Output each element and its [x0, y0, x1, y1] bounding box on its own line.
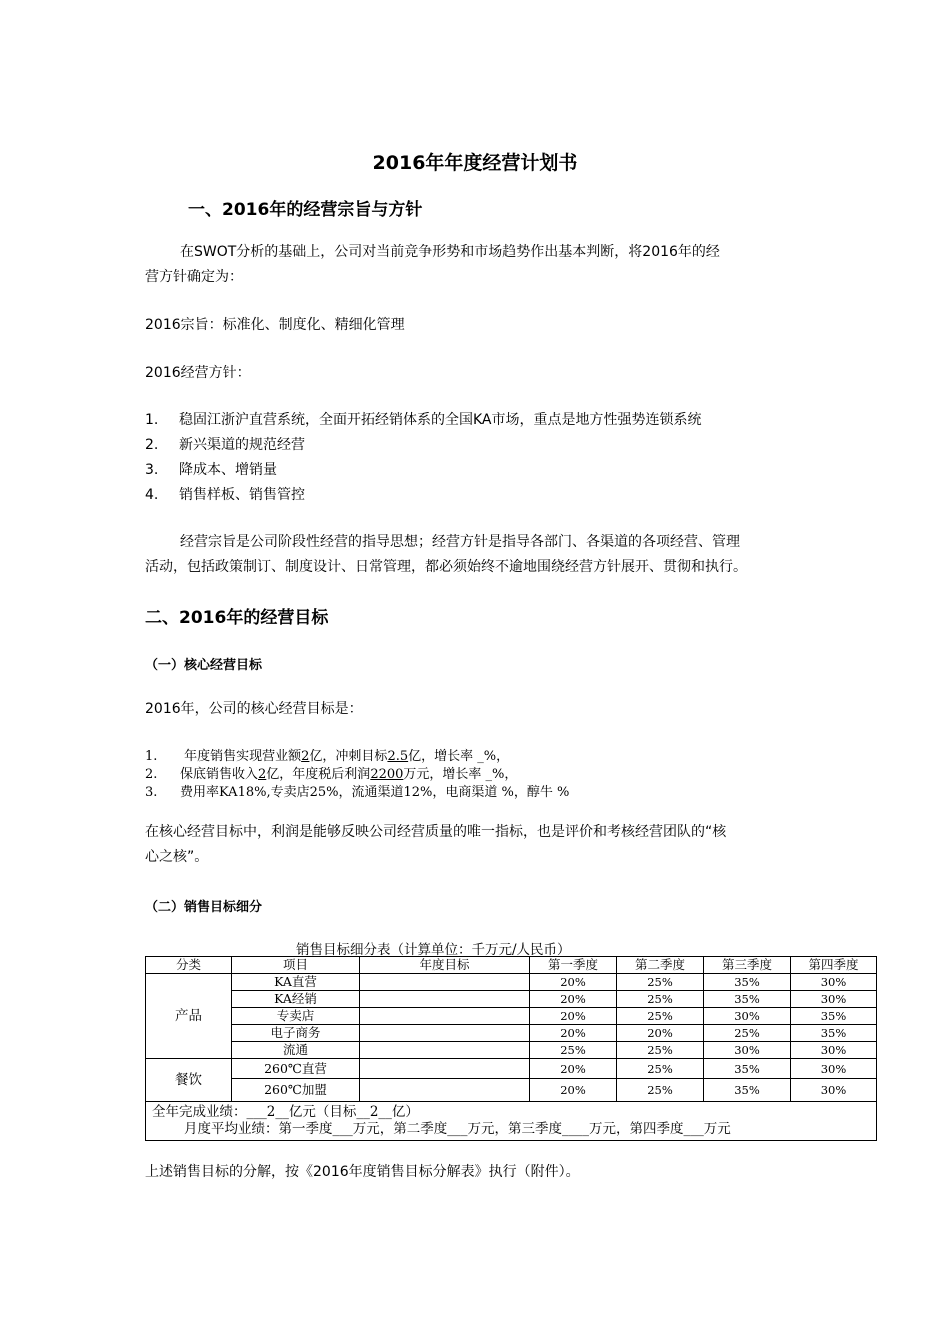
- monthly-performance-line: 月度平均业绩：第一季度___万元，第二季度___万元，第三季度____万元，第四季度___万元: [184, 1121, 731, 1137]
- goal-value-underlined: 2.5: [387, 749, 409, 764]
- q4-cell: 30%: [791, 1059, 877, 1079]
- list-number: 3.: [145, 785, 158, 800]
- subsection-core-goals: （一）核心经营目标: [145, 658, 263, 673]
- q4-cell: 30%: [791, 991, 877, 1008]
- section2-heading: 二、2016年的经营目标: [145, 608, 329, 628]
- section1-intro-line2: 营方针确定为：: [145, 269, 243, 285]
- goal-text: 亿，冲刺目标: [309, 749, 388, 764]
- annual-cell: [360, 1059, 530, 1079]
- list-number: 1.: [145, 412, 159, 428]
- annual-cell: [360, 1042, 530, 1059]
- item-cell: 电子商务: [232, 1025, 360, 1042]
- list-number: 3.: [145, 462, 159, 478]
- q3-cell: 35%: [704, 974, 791, 991]
- subsection-sales-targets: （二）销售目标细分: [145, 900, 263, 915]
- section1-closing-line1: 经营宗旨是公司阶段性经营的指导思想；经营方针是指导各部门、各渠道的各项经营、管理: [180, 534, 740, 550]
- goal-text: 亿，年度税后利润: [266, 767, 371, 782]
- q2-cell: 25%: [617, 1059, 704, 1079]
- item-cell: 流通: [232, 1042, 360, 1059]
- column-header: 第一季度: [530, 957, 617, 974]
- column-header: 分类: [146, 957, 232, 974]
- q3-cell: 30%: [704, 1042, 791, 1059]
- q3-cell: 30%: [704, 1008, 791, 1025]
- goal-text: 亿，增长率 _%，: [408, 749, 510, 764]
- table-row: [146, 974, 877, 991]
- q3-cell: 35%: [704, 1059, 791, 1079]
- purpose-line: 2016宗旨：标准化、制度化、精细化管理: [145, 317, 405, 333]
- policy-item: [145, 483, 305, 508]
- policy-label: 2016经营方针：: [145, 365, 251, 381]
- q2-cell: 25%: [617, 1008, 704, 1025]
- goal-value-underlined: 2: [258, 767, 267, 782]
- item-cell: KA直营: [232, 974, 360, 991]
- table-row: [146, 991, 877, 1008]
- item-cell: 专卖店: [232, 1008, 360, 1025]
- goal-item: [145, 781, 569, 800]
- list-number: 4.: [145, 487, 159, 503]
- column-header: 第二季度: [617, 957, 704, 974]
- q2-cell: 25%: [617, 974, 704, 991]
- policy-item: [145, 408, 702, 433]
- q2-cell: 25%: [617, 1079, 704, 1102]
- policy-item: [145, 458, 277, 483]
- goal-text: 年度销售实现营业额: [180, 749, 302, 764]
- list-number: 2.: [145, 437, 159, 453]
- q2-cell: 25%: [617, 991, 704, 1008]
- policy-item: [145, 433, 305, 458]
- q4-cell: 30%: [791, 1042, 877, 1059]
- q1-cell: 20%: [530, 1025, 617, 1042]
- core-note-line1: 在核心经营目标中，利润是能够反映公司经营质量的唯一指标，也是评价和考核经营团队的“核: [145, 824, 727, 840]
- core-note-line2: 心之核”。: [145, 849, 209, 865]
- q4-cell: 35%: [791, 1008, 877, 1025]
- q3-cell: 35%: [704, 991, 791, 1008]
- sales-target-table: [145, 956, 877, 1141]
- goal-item: [145, 763, 517, 782]
- goal-text: 费用率KA18%,专卖店25%，流通渠道12%，电商渠道 %，醇牛 %: [180, 785, 570, 800]
- q4-cell: 35%: [791, 1025, 877, 1042]
- category-cell: 餐饮: [146, 1059, 232, 1102]
- q2-cell: 25%: [617, 1042, 704, 1059]
- section1-intro-line1: 在SWOT分析的基础上，公司对当前竞争形势和市场趋势作出基本判断，将2016年的经: [180, 244, 720, 260]
- annual-cell: [360, 974, 530, 991]
- list-number: 2.: [145, 767, 158, 782]
- goal-item: [145, 745, 509, 764]
- table-row: [146, 1042, 877, 1059]
- item-cell: 260℃加盟: [232, 1079, 360, 1102]
- goal-text: 保底销售收入: [180, 767, 259, 782]
- table-row: [146, 1025, 877, 1042]
- q1-cell: 25%: [530, 1042, 617, 1059]
- column-header: 年度目标: [360, 957, 530, 974]
- section1-closing-line2: 活动，包括政策制订、制度设计、日常管理，都必须始终不逾地围绕经营方针展开、贯彻和执行。: [145, 559, 747, 575]
- goal-value-underlined: 2: [301, 749, 310, 764]
- item-cell: KA经销: [232, 991, 360, 1008]
- q1-cell: 20%: [530, 974, 617, 991]
- policy-text: 销售样板、销售管控: [179, 487, 305, 503]
- q1-cell: 20%: [530, 1079, 617, 1102]
- goal-text: 万元，增长率 _%，: [403, 767, 518, 782]
- policy-text: 稳固江浙沪直营系统，全面开拓经销体系的全国KA市场，重点是地方性强势连锁系统: [179, 412, 702, 428]
- q2-cell: 20%: [617, 1025, 704, 1042]
- sales-closing-line: 上述销售目标的分解，按《2016年度销售目标分解表》执行（附件）。: [145, 1164, 580, 1180]
- annual-cell: [360, 991, 530, 1008]
- column-header: 第三季度: [704, 957, 791, 974]
- table-row: [146, 1079, 877, 1102]
- table-header-row: [146, 957, 877, 974]
- table-row: [146, 1059, 877, 1079]
- q3-cell: 35%: [704, 1079, 791, 1102]
- goal-value-underlined: 2200: [370, 767, 404, 782]
- q4-cell: 30%: [791, 974, 877, 991]
- q1-cell: 20%: [530, 1059, 617, 1079]
- annual-performance-line: 全年完成业绩：___2__亿元（目标__2__亿）: [152, 1104, 419, 1120]
- annual-cell: [360, 1008, 530, 1025]
- q4-cell: 30%: [791, 1079, 877, 1102]
- q3-cell: 25%: [704, 1025, 791, 1042]
- q1-cell: 20%: [530, 1008, 617, 1025]
- item-cell: 260℃直营: [232, 1059, 360, 1079]
- column-header: 项目: [232, 957, 360, 974]
- annual-cell: [360, 1079, 530, 1102]
- policy-text: 降成本、增销量: [179, 462, 277, 478]
- policy-text: 新兴渠道的规范经营: [179, 437, 305, 453]
- table-footer-cell: [146, 1102, 877, 1141]
- table-row: [146, 1008, 877, 1025]
- q1-cell: 20%: [530, 991, 617, 1008]
- annual-cell: [360, 1025, 530, 1042]
- table-footer-row: [146, 1102, 877, 1141]
- list-number: 1.: [145, 749, 158, 764]
- column-header: 第四季度: [791, 957, 877, 974]
- section1-heading: 一、2016年的经营宗旨与方针: [188, 200, 423, 220]
- table-caption: 销售目标细分表（计算单位：千万元/人民币）: [296, 942, 571, 958]
- document-title: 2016年年度经营计划书: [372, 152, 578, 174]
- core-goals-intro: 2016年，公司的核心经营目标是：: [145, 701, 363, 717]
- category-cell: 产品: [146, 974, 232, 1059]
